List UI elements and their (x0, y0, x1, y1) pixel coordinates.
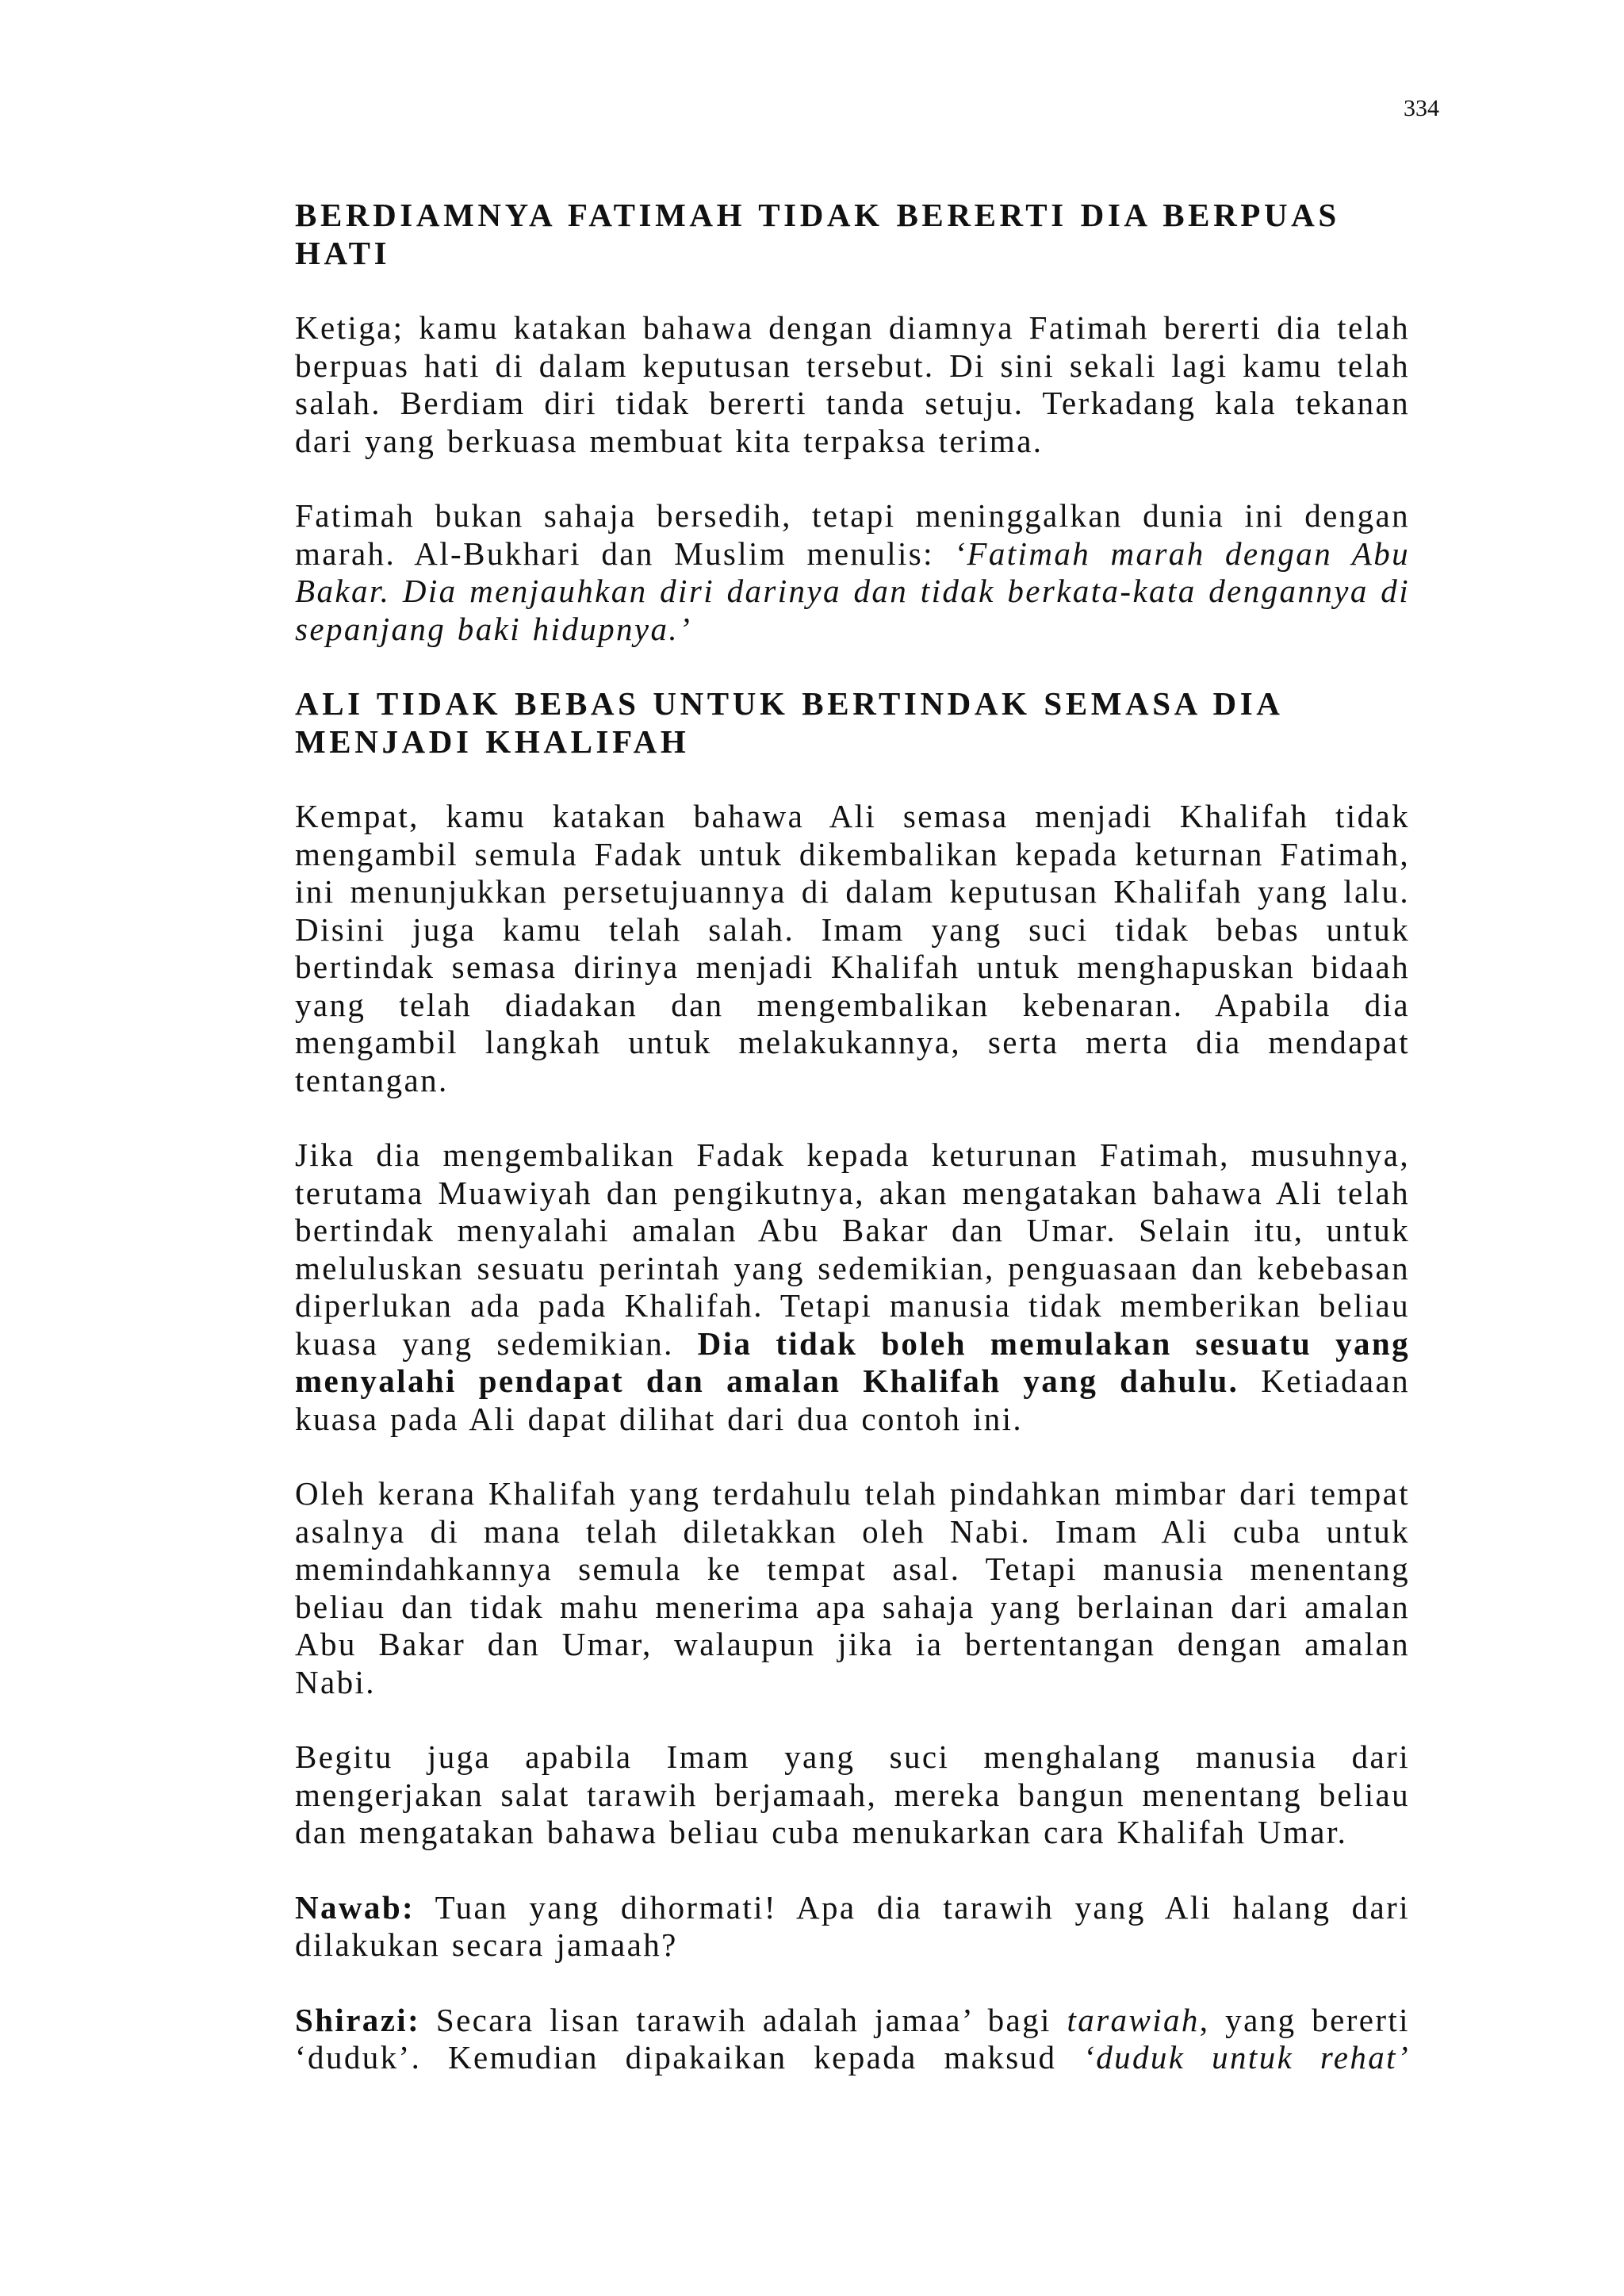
section-heading-ali: ALI TIDAK BEBAS UNTUK BERTINDAK SEMASA DIA MENJADI KHALIFAH (295, 685, 1282, 760)
paragraph-tarawih: Begitu juga apabila Imam yang suci menghalang manusia dari mengerjakan salat tarawih berjamaah, mereka bangun menentang beliau dan mengatakan bahawa beliau cuba menukarkan cara Khalifah Umar. (295, 1738, 1410, 1850)
paragraph-text: Jika dia mengembalikan Fadak kepada keturunan Fatimah, musuhnya, terutama Muawiyah dan pengikutnya, akan mengatakan bahawa Ali telah bertindak menyalahi amalan Abu Bakar dan Umar. Selain itu, untuk meluluskan sesuatu perintah yang sedemikian, penguasaan dan kebebasan diperlukan ada pada Khalifah. Tetapi manusia tidak memberikan beliau kuasa yang sedemikian. (295, 1137, 1410, 1362)
paragraph-kempat: Kempat, kamu katakan bahawa Ali semasa menjadi Khalifah tidak mengambil semula Fadak untuk dikembalikan kepada keturnan Fatimah, ini menunjukkan persetujuannya di dalam keputusan Khalifah yang lalu. Disini juga kamu telah salah. Imam yang suci tidak bebas untuk bertindak semasa dirinya menjadi Khalifah untuk menghapuskan bidaah yang telah diadakan dan mengembalikan kebenaran. Apabila dia mengambil langkah untuk melakukannya, serta merta dia mendapat tentangan. (295, 798, 1410, 1098)
dialogue-text: Secara lisan tarawih adalah jamaa’ bagi (420, 2001, 1067, 2038)
paragraph-mimbar: Oleh kerana Khalifah yang terdahulu telah pindahkan mimbar dari tempat asalnya di mana telah diletakkan oleh Nabi. Imam Ali cuba untuk memindahkannya semula ke tempat asal. Tetapi manusia menentang beliau dan tidak mahu menerima apa sahaja yang berlainan dari amalan Abu Bakar dan Umar, walaupun jika ia bertentangan dengan amalan Nabi. (295, 1475, 1410, 1700)
paragraph-fadak (295, 1137, 1410, 1438)
dialogue-text-continued: , yang bererti ‘duduk’. Kemudian dipakaikan kepada maksud (295, 2001, 1410, 2076)
bold-statement: Dia tidak boleh memulakan sesuatu yang menyalahi pendapat dan amalan Khalifah yang dahulu. (295, 1324, 1410, 1399)
quoted-phrase: ‘duduk untuk rehat’ (1083, 2039, 1411, 2076)
speaker-name: Nawab: (295, 1888, 416, 1926)
dialogue-nawab (295, 1889, 1410, 1964)
section-heading-fatimah: BERDIAMNYA FATIMAH TIDAK BERERTI DIA BERPUAS HATI (295, 197, 1340, 271)
paragraph-text: Fatimah bukan sahaja bersedih, tetapi meninggalkan dunia ini dengan marah. Al-Bukhari dan Muslim menulis: (295, 497, 1410, 572)
paragraph-tail: Ketiadaan kuasa pada Ali dapat dilihat dari dua contoh ini. (295, 1363, 1411, 1437)
term-tarawiah: tarawiah (1067, 2001, 1200, 2038)
paragraph-ketiga: Ketiga; kamu katakan bahawa dengan diamnya Fatimah bererti dia telah berpuas hati di dalam keputusan tersebut. Di sini sekali lagi kamu telah salah. Berdiam diri tidak bererti tanda setuju. Terkadang kala tekanan dari yang berkuasa membuat kita terpaksa terima. (295, 309, 1410, 459)
dialogue-text: Tuan yang dihormati! Apa dia tarawih yang Ali halang dari dilakukan secara jamaah? (295, 1888, 1410, 1963)
speaker-name: Shirazi: (295, 2001, 421, 2038)
page-body (295, 197, 1410, 2114)
paragraph-fatimah-marah (295, 497, 1410, 648)
dialogue-shirazi (295, 2002, 1410, 2077)
bukhari-muslim-quote: ‘Fatimah marah dengan Abu Bakar. Dia menjauhkan diri darinya dan tidak berkata-kata dengannya di sepanjang baki hidupnya.’ (295, 535, 1411, 647)
page-number: 334 (1404, 95, 1439, 121)
